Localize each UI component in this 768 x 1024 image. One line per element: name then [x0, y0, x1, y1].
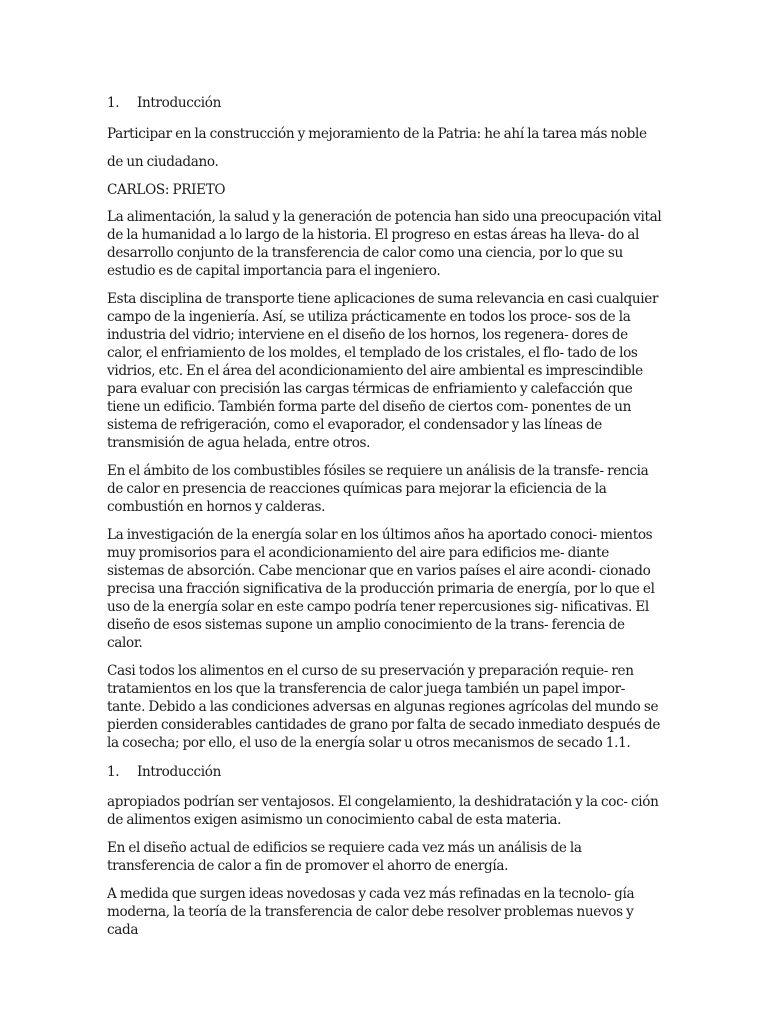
section-title: Introducción [137, 764, 222, 780]
paragraph: En el diseño actual de edificios se requiere cada vez más un análisis de la transferencia de calor a fin de promover el ahorro de energía. [107, 840, 582, 874]
paragraph: apropiados podrían ser ventajosos. El congelamiento, la deshidratación y la coc- ción de alimentos exigen asimismo un conocimiento cabal de esta materia. [107, 794, 659, 828]
section-title: Introducción [137, 95, 222, 111]
epigraph: Participar en la construcción y mejoramiento de la Patria: he ahí la tarea más noble de un ciudadano. [107, 126, 647, 170]
paragraph: Esta disciplina de transporte tiene aplicaciones de suma relevancia en casi cualquier campo de la ingeniería. Así, se utiliza prácticamente en todos los proce- sos de la industria del vidrio; interviene en el diseño de los hornos, los regenera- dores de calor, el enfriamiento de los moldes, el templado de los cristales, el flo- tado de los vidrios, etc. En el área del acondicionamiento del aire ambiental es imprescindible para evaluar con precisión las cargas térmicas de enfriamiento y calefacción que tiene un edificio. También forma parte del diseño de ciertos com- ponentes de un sistema de refrigeración, como el evaporador, el condensador y las líneas de transmisión de agua helada, entre otros. [107, 291, 659, 451]
section-heading [107, 94, 663, 112]
document-body [107, 86, 663, 949]
paragraph: Casi todos los alimentos en el curso de su preservación y preparación requie- ren tratamientos en los que la transferencia de calor juega también un papel impor- tante. Debido a las condiciones adversas en algunas regiones agrícolas del mundo se pierden considerables cantidades de grano por falta de secado inmediato después de la cosecha; por ello, el uso de la energía solar u otros mecanismos de secado 1.1. [107, 663, 661, 751]
section-number: 1. [107, 95, 120, 111]
epigraph-author: CARLOS: PRIETO [107, 182, 226, 198]
section-number: 1. [107, 764, 120, 780]
paragraph: En el ámbito de los combustibles fósiles se requiere un análisis de la transfe- rencia de calor en presencia de reacciones químicas para mejorar la eficiencia de la combustión en hornos y calderas. [107, 463, 649, 515]
paragraph: A medida que surgen ideas novedosas y cada vez más refinadas en la tecnolo- gía moderna, la teoría de la transferencia de calor debe resolver problemas nuevos y cada [107, 886, 635, 938]
paragraph: La alimentación, la salud y la generación de potencia han sido una preocupación vital de la humanidad a lo largo de la historia. El progreso en estas áreas ha lleva- do al desarrollo conjunto de la transferencia de calor como una ciencia, por lo que su estudio es de capital importancia para el ingeniero. [107, 209, 662, 279]
section-heading [107, 763, 663, 781]
paragraph: La investigación de la energía solar en los últimos años ha aportado conoci- mientos muy promisorios para el acondicionamiento del aire para edificios me- diante sistemas de absorción. Cabe mencionar que en varios países el aire acondi- cionado precisa una fracción significativa de la producción primaria de energía, por lo que el uso de la energía solar en este campo podría tener repercusiones sig- nificativas. El diseño de esos sistemas supone un amplio conocimiento de la trans- ferencia de calor. [107, 527, 655, 651]
